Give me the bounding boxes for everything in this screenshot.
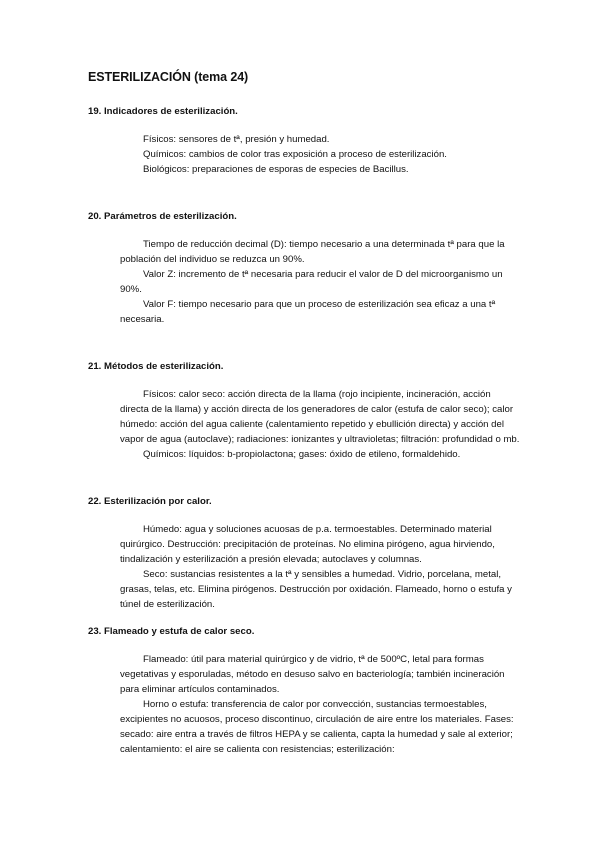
paragraph: Horno o estufa: transferencia de calor por convección, sustancias termoestables, excipientes no acuosos, proceso discontinuo, circulación de aire entre los materiales. Fases: secado: aire entra a través de filtros HEPA y se calienta, capta la humedad y sale al exterior; calentamiento: el aire se calienta con resistencias; esterilización: xyxy=(120,699,514,755)
section-heading xyxy=(88,496,520,507)
section-heading xyxy=(88,361,520,372)
paragraph: Valor F: tiempo necesario para que un proceso de esterilización sea eficaz a una tª necesaria. xyxy=(120,299,496,325)
section-number: 19. xyxy=(88,106,102,117)
section-body xyxy=(88,237,520,327)
paragraph: Químicos: líquidos: b-propiolactona; gases: óxido de etileno, formaldehido. xyxy=(143,449,461,460)
section-title: Flameado y estufa de calor seco. xyxy=(104,626,255,637)
section-body xyxy=(88,387,520,462)
section-22 xyxy=(88,496,520,612)
section-body xyxy=(88,652,520,757)
section-title: Esterilización por calor. xyxy=(104,496,212,507)
section-heading xyxy=(88,626,520,637)
section-number: 23. xyxy=(88,626,102,637)
section-body xyxy=(88,132,520,177)
section-20 xyxy=(88,211,520,327)
list-line: Biológicos: preparaciones de esporas de especies de Bacillus. xyxy=(143,164,409,175)
document-title: ESTERILIZACIÓN (tema 24) xyxy=(88,70,249,84)
section-heading xyxy=(88,211,520,222)
section-23 xyxy=(88,626,520,757)
section-number: 22. xyxy=(88,496,102,507)
section-19 xyxy=(88,106,520,177)
section-21 xyxy=(88,361,520,462)
paragraph: Físicos: calor seco: acción directa de la llama (rojo incipiente, incineración, acción directa de la llama) y acción directa de los generadores de calor (estufa de calor seco); calor húmedo: acción del agua caliente (calentamiento repetido y ebullición directa) y acción del vapor de agua (autoclave); radiaciones: ionizantes y ultravioletas; filtración: profundidad o mb. xyxy=(120,389,520,445)
paragraph: Flameado: útil para material quirúrgico y de vidrio, tª de 500ºC, letal para formas vegetativas y esporuladas, método en desuso salvo en bacteriología; también incineración para eliminar artículos contaminados. xyxy=(120,654,505,695)
section-heading xyxy=(88,106,520,117)
paragraph: Seco: sustancias resistentes a la tª y sensibles a humedad. Vidrio, porcelana, metal, grasas, telas, etc. Elimina pirógenos. Destrucción por oxidación. Flameado, horno o estufa y túnel de esterilización. xyxy=(120,569,512,610)
list-line: Químicos: cambios de color tras exposición a proceso de esterilización. xyxy=(143,149,447,160)
paragraph: Húmedo: agua y soluciones acuosas de p.a. termoestables. Determinado material quirúrgico. Destrucción: precipitación de proteínas. No elimina pirógeno, agua hirviendo, tindalización y esterilización a presión elevada; autoclaves y columnas. xyxy=(120,524,495,565)
section-title: Métodos de esterilización. xyxy=(104,361,224,372)
section-number: 20. xyxy=(88,211,102,222)
section-body xyxy=(88,522,520,612)
list-line: Físicos: sensores de tª, presión y humedad. xyxy=(143,134,330,145)
paragraph: Valor Z: incremento de tª necesaria para reducir el valor de D del microorganismo un 90%. xyxy=(120,269,503,295)
section-number: 21. xyxy=(88,361,102,372)
paragraph: Tiempo de reducción decimal (D): tiempo necesario a una determinada tª para que la población del individuo se reduzca un 90%. xyxy=(120,239,505,265)
section-title: Parámetros de esterilización. xyxy=(104,211,237,222)
section-title: Indicadores de esterilización. xyxy=(104,106,238,117)
